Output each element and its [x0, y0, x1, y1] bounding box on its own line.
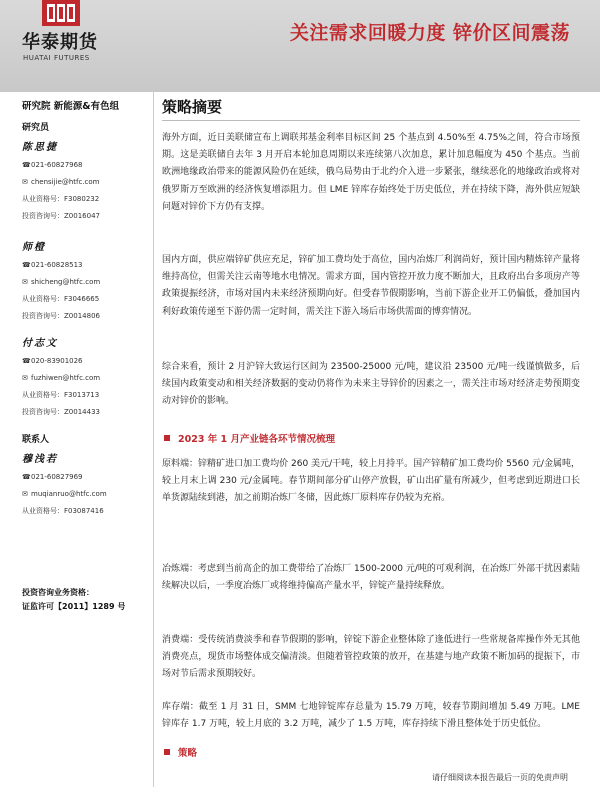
bullet-square-icon: [164, 749, 170, 755]
email-icon: ✉: [22, 277, 28, 286]
analyst-name: 师橙: [22, 242, 46, 253]
report-title: 关注需求回暖力度 锌价区间震荡: [289, 22, 570, 44]
analyst-name: 陈思捷: [22, 142, 58, 153]
column-divider: [153, 92, 154, 787]
paragraph-summary: 综合来看，预计 2 月沪锌大致运行区间为 23500-25000 元/吨，建议沿 23500 元/吨一线谨慎做多，后续国内政策变动和相关经济数据的变动仍将作为未来主导锌价的因素之一，需关注市场对经济走势预期变动对锌价的影响。: [162, 362, 580, 407]
email-icon: ✉: [22, 177, 28, 186]
analyst-license: 从业资格号：F3080232: [22, 194, 100, 203]
analyst-name: 付志文: [22, 338, 58, 349]
analyst-license: 从业资格号：F3013713: [22, 390, 100, 399]
paragraph-overseas: 海外方面，近日美联储宣布上调联邦基金利率目标区间 25 个基点到 4.50%至 4.75%之间，符合市场预期。这是美联储自去年 3 月开启本轮加息周期以来连续第八次加息，累计加息幅度为 450 个基点。当前欧洲地缘政治带来的能源风险仍在延续，俄乌局势由于北约介入进一步紧张，继续恶化的地缘政治或将对俄罗斯万至欧洲的经济恢复增添阻力。但 LME 锌库存始终处于历史低位，并在持续下降，海外供应短缺问题对锌价下方仍有支撑。: [162, 133, 580, 212]
analyst-phone: ☎ 021-60827968: [22, 160, 83, 169]
analyst-email[interactable]: ✉ chensijie@htfc.com: [22, 177, 100, 186]
paragraph-smelting: 冶炼端：考虑到当前高企的加工费带给了冶炼厂 1500-2000 元/吨的可观利润，在冶炼厂外部干扰因素陆续解决以后，一季度冶炼厂或将维持偏高产量水平，锌锭产量持续释放。: [162, 564, 580, 592]
company-name-en: HUATAI FUTURES: [23, 54, 90, 62]
section-title: 策略摘要: [162, 98, 223, 116]
researchers-label: 研究员: [22, 123, 50, 133]
phone-icon: ☎: [22, 160, 31, 169]
paragraph-raw-material: 原料端：锌精矿进口加工费均价 260 美元/干吨，较上月持平。国产锌精矿加工费均价 5560 元/金属吨，较上月末上调 230 元/金属吨。春节期间部分矿山停产放假，矿山出矿量有所减少，但考虑到近期进口长单货源陆续到港，加之前期冶炼厂冬储，因此炼厂原料库存仍较为充裕。: [162, 459, 580, 504]
department-label: 研究院 新能源&有色组: [22, 101, 120, 112]
contact-label: 联系人: [22, 435, 50, 445]
analyst-email[interactable]: ✉ shicheng@htfc.com: [22, 277, 101, 286]
license-line-1: 投资咨询业务资格：: [22, 588, 94, 597]
paragraph-domestic: 国内方面，供应端锌矿供应充足，锌矿加工费均处于高位，国内冶炼厂利润尚好，预计国内精炼锌产量将维持高位，但需关注云南等地水电情况。需求方面，国内管控开放力度不断加大，且政府出台多项房产等政策提振经济，市场对国内未来经济预期向好。但受春节假期影响，当前下游企业开工仍偏低，叠加国内利好政策传递至下游仍需一定时间，需关注下游入场后市场供需面的博弈情况。: [162, 255, 580, 317]
contact-name: 穆浅若: [22, 454, 58, 465]
contact-card: [22, 450, 152, 519]
analyst-phone: ☎ 021-60828513: [22, 260, 83, 269]
license-line-2: 证监许可【2011】1289 号: [22, 602, 126, 611]
phone-icon: ☎: [22, 472, 31, 481]
analyst-card: [22, 138, 152, 224]
contact-license: 从业资格号：F03087416: [22, 506, 104, 515]
analyst-invest-license: 投资咨询号：Z0016047: [22, 211, 100, 220]
bullet-square-icon: [164, 435, 170, 441]
analyst-card: [22, 238, 152, 324]
paragraph-inventory: 库存端：截至 1 月 31 日，SMM 七地锌锭库存总量为 15.79 万吨，较春节期间增加 5.49 万吨。LME 锌库存 1.7 万吨，较上月底的 3.2 万吨，减少了 1.5 万吨，库存持续下滑且整体处于历史低位。: [162, 702, 580, 730]
company-name-cn: 华泰期货: [22, 32, 98, 53]
analyst-email[interactable]: ✉ fuzhiwen@htfc.com: [22, 373, 101, 382]
business-license: [22, 586, 125, 614]
sidebar: [22, 92, 142, 800]
email-icon: ✉: [22, 373, 28, 382]
phone-icon: ☎: [22, 260, 31, 269]
disclaimer-note: 请仔细阅读本报告最后一页的免责声明: [432, 773, 568, 782]
title-divider: [162, 120, 580, 121]
email-icon: ✉: [22, 489, 28, 498]
contact-phone: ☎ 021-60827969: [22, 472, 83, 481]
report-header: [0, 0, 600, 92]
section-heading-industry: 2023 年 1 月产业链各环节情况梳理: [162, 431, 335, 445]
paragraph-consumption: 消费端：受传统消费淡季和春节假期的影响，锌锭下游企业整体除了逢低进行一些常规备库操作外无其他消费亮点，现货市场整体成交偏清淡。但随着管控政策的放开，在基建与地产政策不断加码的提振下，市场对节后需求预期较好。: [162, 635, 580, 680]
logo-mark-icon: [36, 0, 86, 26]
section-heading-strategy: 策略: [162, 745, 197, 759]
company-logo: [22, 0, 142, 80]
analyst-license: 从业资格号：F3046665: [22, 294, 100, 303]
analyst-card: [22, 334, 152, 420]
analyst-phone: ☎ 020-83901026: [22, 356, 83, 365]
phone-icon: ☎: [22, 356, 31, 365]
analyst-invest-license: 投资咨询号：Z0014433: [22, 407, 100, 416]
analyst-invest-license: 投资咨询号：Z0014806: [22, 311, 100, 320]
contact-email[interactable]: ✉ muqianruo@htfc.com: [22, 489, 107, 498]
